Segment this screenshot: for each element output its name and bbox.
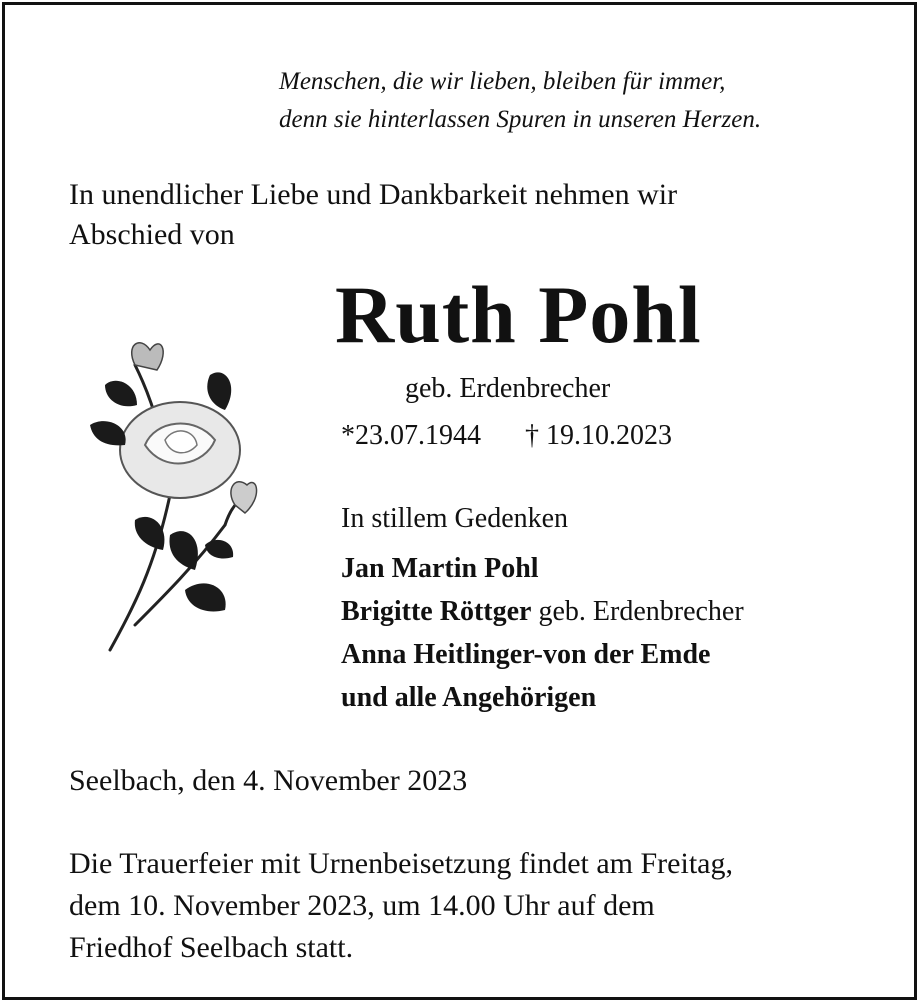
mourner-line (341, 676, 744, 719)
mourners-list (341, 547, 744, 719)
memorial-quote (279, 63, 879, 139)
mourner-name: Anna Heitlinger-von der Emde (341, 639, 711, 670)
intro-line-1: In unendlicher Liebe und Dankbarkeit nehmen wir (69, 178, 678, 211)
mourners-heading: In stillem Gedenken (341, 503, 569, 534)
ceremony-info (69, 843, 869, 969)
mourner-line (341, 590, 744, 633)
mourner-line (341, 547, 744, 590)
mourner-line (341, 633, 744, 676)
mourner-name: Jan Martin Pohl (341, 553, 539, 584)
mourner-name: und alle Angehörigen (341, 682, 597, 713)
ceremony-line-1: Die Trauerfeier mit Urnenbeisetzung findet am Freitag, (69, 847, 733, 880)
quote-line-1: Menschen, die wir lieben, bleiben für immer, (279, 68, 726, 95)
mourner-name: Brigitte Röttger (341, 596, 532, 627)
intro-text (69, 175, 849, 255)
ceremony-line-3: Friedhof Seelbach statt. (69, 931, 354, 964)
place-and-date: Seelbach, den 4. November 2023 (69, 764, 468, 797)
obituary-notice (2, 2, 917, 1000)
rose-icon (75, 325, 275, 665)
quote-line-2: denn sie hinterlassen Spuren in unseren Herzen. (279, 106, 762, 133)
birth-name: geb. Erdenbrecher (405, 373, 611, 404)
deceased-name: Ruth Pohl (335, 269, 702, 360)
birth-date: *23.07.1944 (341, 420, 481, 451)
death-date: † 19.10.2023 (525, 420, 672, 451)
mourner-suffix: geb. Erdenbrecher (531, 596, 744, 627)
life-dates (341, 418, 672, 454)
intro-line-2: Abschied von (69, 218, 235, 251)
ceremony-line-2: dem 10. November 2023, um 14.00 Uhr auf dem (69, 889, 655, 922)
